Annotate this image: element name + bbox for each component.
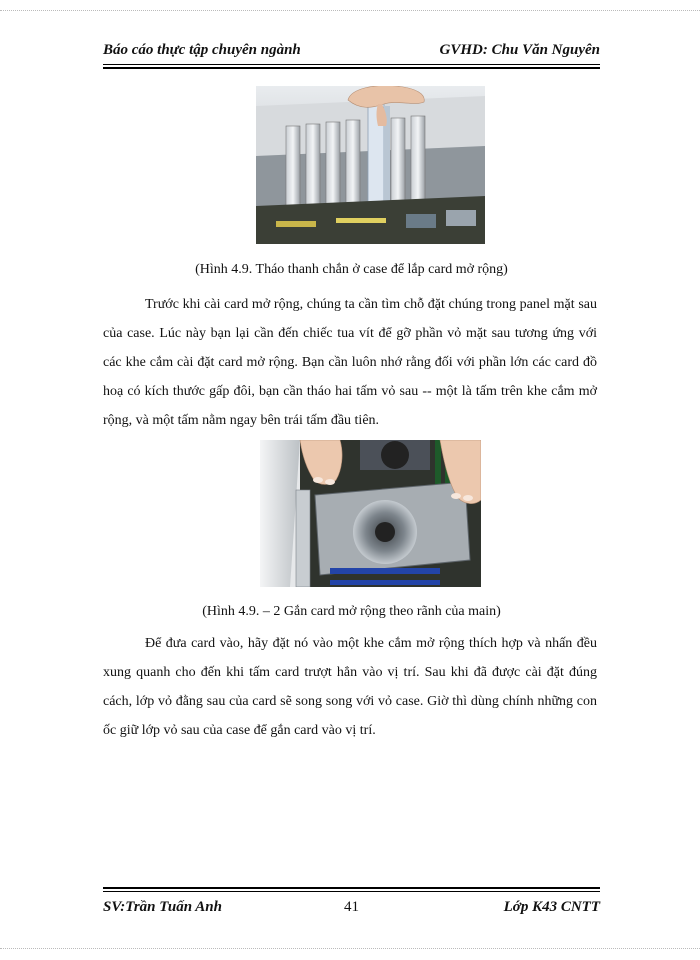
footer-class: Lớp K43 CNTT <box>503 899 600 915</box>
paragraph-1: Trước khi cài card mở rộng, chúng ta cần tìm chỗ đặt chúng trong panel mặt sau của case. Lúc này bạn lại cần đến chiếc tua vít để gỡ phần vỏ mặt sau tương ứng với các khe cắm cài đặt card mở rộng. Bạn cần luôn nhớ rằng đối với phần lớn các card đồ hoạ có kích thước gấp đôi, bạn cần tháo hai tấm vỏ sau -- một là tấm trên khe cắm mở rộng, và một tấm nằm ngay bên trái tấm đầu tiên. <box>103 297 597 428</box>
footer-rule <box>103 891 600 892</box>
header-rule <box>103 64 600 65</box>
photo-removing-case-slot-cover-icon <box>256 86 485 244</box>
photo-inserting-expansion-card-icon <box>260 440 481 587</box>
page-number: 41 <box>344 899 359 915</box>
footer-student: SV:Trần Tuấn Anh <box>103 899 222 915</box>
figure-insert-card <box>260 440 481 587</box>
figure-caption-1: (Hình 4.9. Tháo thanh chắn ở case để lắp card mở rộng) <box>195 262 508 277</box>
footer-rule-thick <box>103 887 600 889</box>
figure-caption-2: (Hình 4.9. – 2 Gắn card mở rộng theo rãnh của main) <box>202 604 501 619</box>
header-supervisor: GVHD: Chu Văn Nguyên <box>439 42 600 58</box>
header-rule-thick <box>103 67 600 69</box>
header-report-title: Báo cáo thực tập chuyên ngành <box>103 42 301 58</box>
page-header <box>103 42 600 59</box>
page-top-border <box>0 10 700 11</box>
page-bottom-border <box>0 948 700 949</box>
paragraph-2: Để đưa card vào, hãy đặt nó vào một khe cắm mở rộng thích hợp và nhấn đều xung quanh cho đến khi tấm card trượt hẳn vào vị trí. Sau khi đã được cài đặt đúng cách, lớp vỏ đằng sau của card sẽ song song với vỏ case. Giờ thì dùng chính những con ốc giữ lớp vỏ sau của case để gắn card vào vị trí. <box>103 636 597 738</box>
figure-remove-slot-cover <box>256 86 485 244</box>
